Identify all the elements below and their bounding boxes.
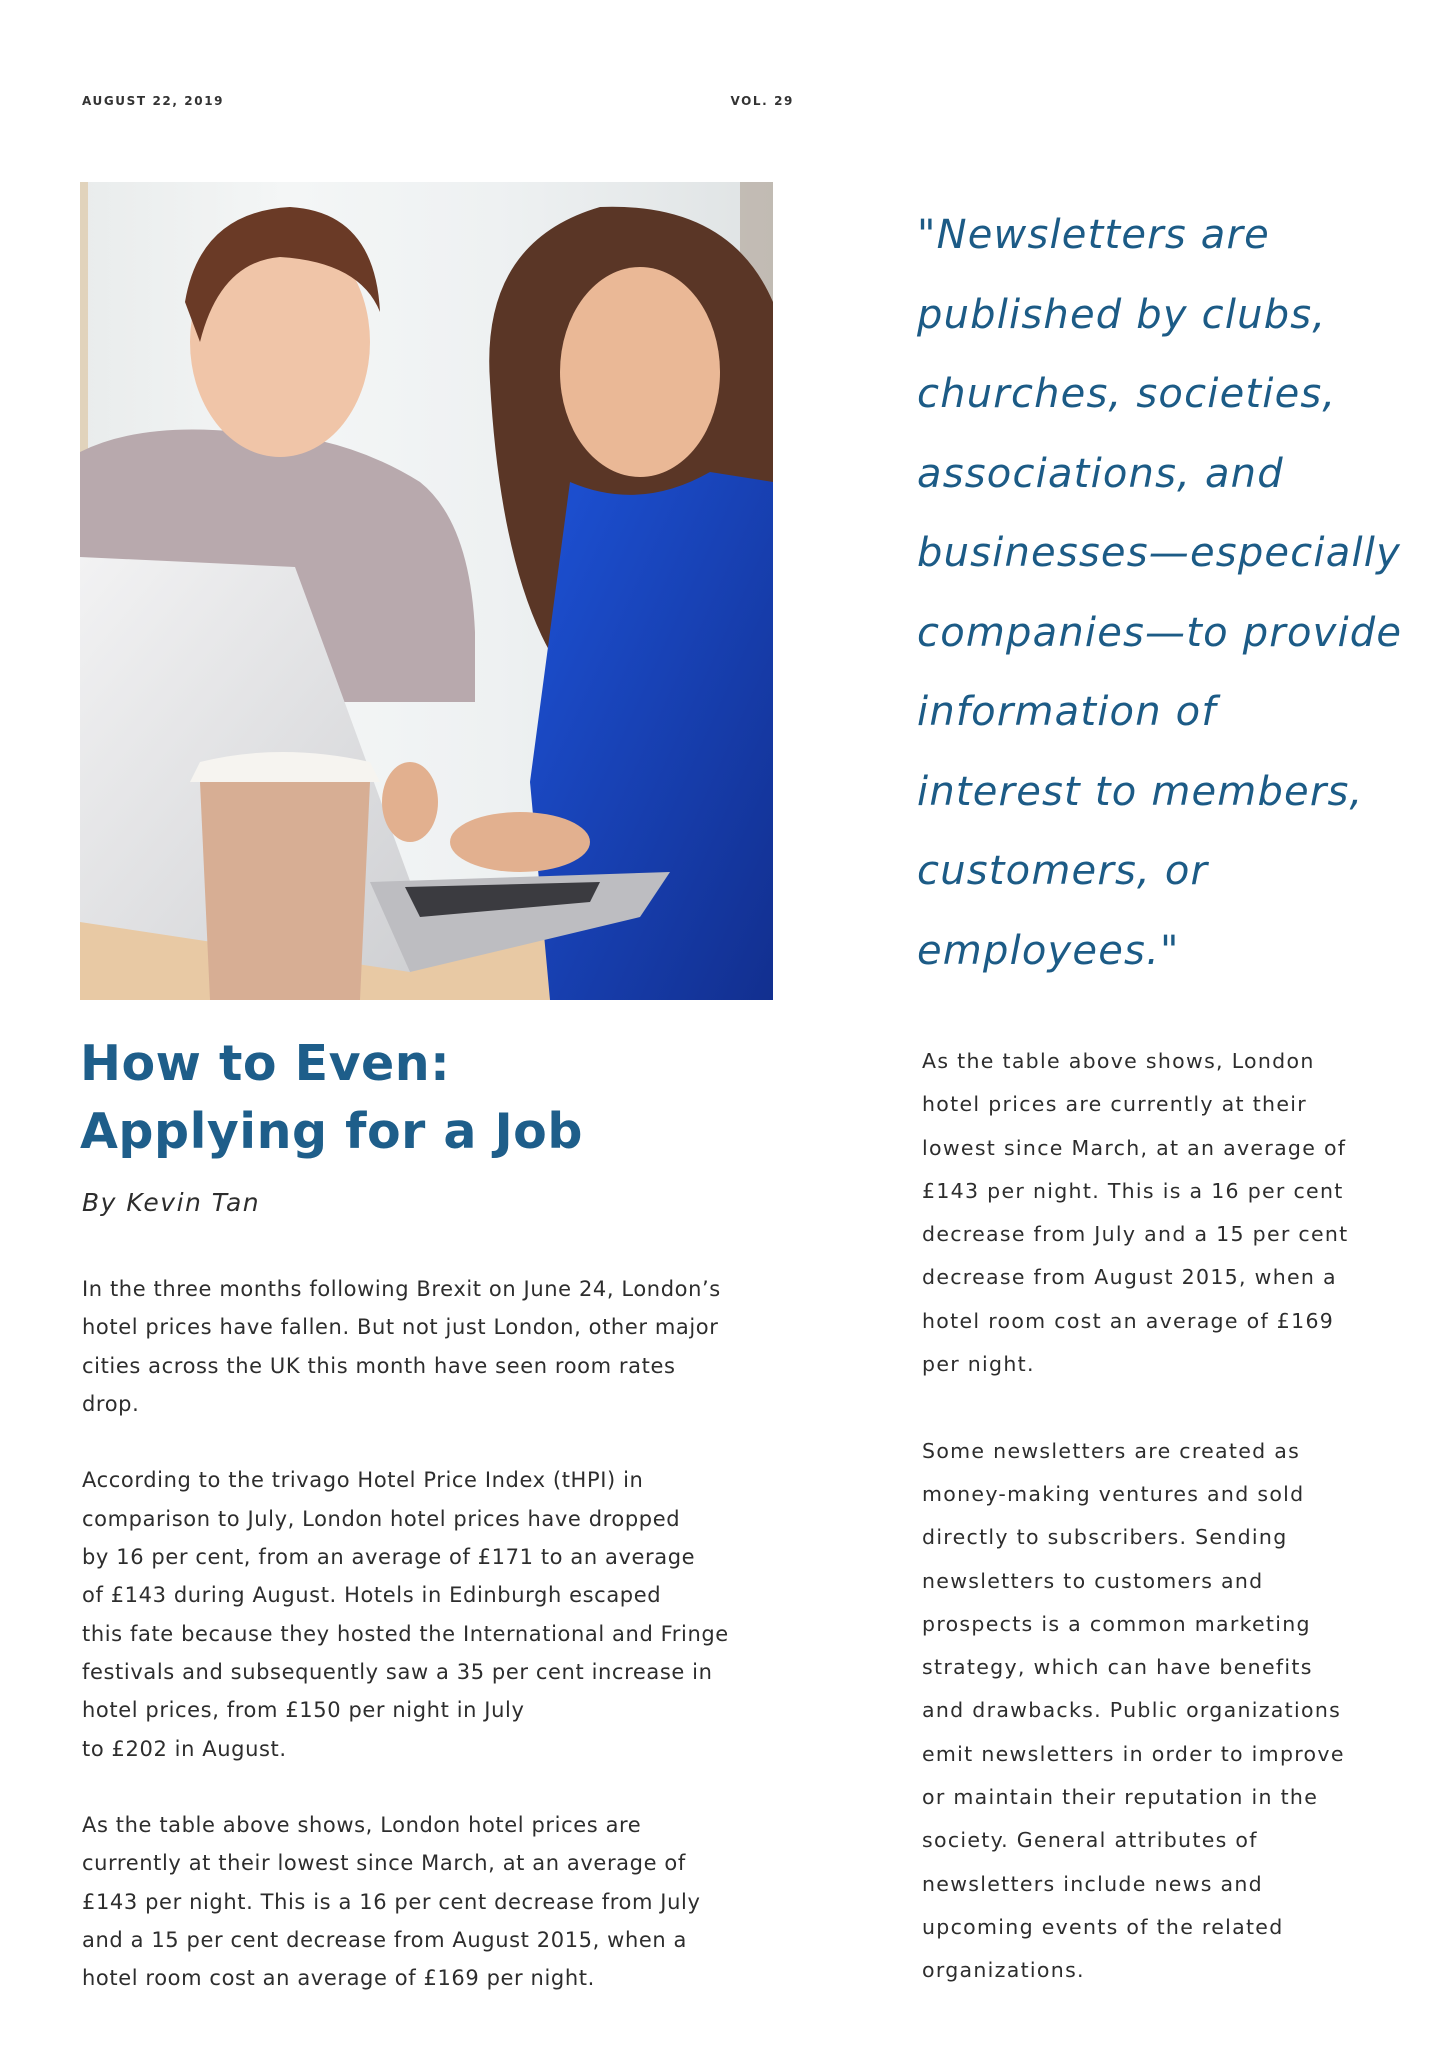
- text-line: decrease from August 2015, when a: [922, 1265, 1337, 1290]
- text-line: £143 per night. This is a 16 per cent: [922, 1178, 1344, 1203]
- text-line: hotel prices have fallen. But not just London, other major: [82, 1315, 719, 1340]
- text-line: Some newsletters are created as: [922, 1438, 1301, 1463]
- article-title: [80, 1030, 583, 1166]
- text-line: cities across the UK this month have seen room rates: [82, 1353, 676, 1378]
- text-line: money-making ventures and sold: [922, 1481, 1305, 1506]
- text-line: or maintain their reputation in the: [922, 1785, 1319, 1810]
- article-title-line: How to Even:: [80, 1035, 451, 1092]
- text-line: As the table above shows, London hotel prices are: [82, 1813, 642, 1838]
- article-body: [82, 1270, 802, 2036]
- text-line: emit newsletters in order to improve: [922, 1741, 1345, 1766]
- text-line: and a 15 per cent decrease from August 2015, when a: [82, 1928, 688, 1953]
- pull-quote-line: interest to members,: [917, 768, 1364, 815]
- article-paragraph: [82, 1270, 802, 1423]
- text-line: decrease from July and a 15 per cent: [922, 1222, 1349, 1247]
- pull-quote-line: published by clubs,: [917, 291, 1327, 338]
- pull-quote: [917, 196, 1417, 991]
- article-paragraph: [82, 1806, 802, 1997]
- text-line: festivals and subsequently saw a 35 per cent increase in: [82, 1659, 713, 1684]
- text-line: comparison to July, London hotel prices have dropped: [82, 1506, 681, 1531]
- text-line: As the table above shows, London: [922, 1049, 1315, 1073]
- text-line: According to the trivago Hotel Price Index (tHPI) in: [82, 1468, 644, 1493]
- text-line: to £202 in August.: [82, 1736, 287, 1761]
- pull-quote-line: associations, and: [917, 450, 1284, 497]
- text-line: upcoming events of the related: [922, 1914, 1284, 1939]
- text-line: society. General attributes of: [922, 1828, 1258, 1853]
- text-line: drop.: [82, 1391, 140, 1416]
- text-line: hotel prices, from £150 per night in July: [82, 1698, 525, 1723]
- pull-quote-line: companies—to provide: [917, 609, 1403, 656]
- hero-photo: [80, 182, 773, 1000]
- pull-quote-line: information of: [917, 689, 1217, 735]
- text-line: prospects is a common marketing: [922, 1611, 1311, 1636]
- byline: By Kevin Tan: [82, 1188, 261, 1217]
- text-line: hotel room cost an average of £169: [922, 1308, 1335, 1333]
- photo-two-students-laptop-icon: [80, 182, 773, 1000]
- text-line: directly to subscribers. Sending: [922, 1525, 1288, 1550]
- sidebar-body: [922, 1040, 1402, 2036]
- sidebar-paragraph: [922, 1430, 1402, 1993]
- text-line: In the three months following Brexit on June 24, London’s: [82, 1277, 721, 1301]
- text-line: by 16 per cent, from an average of £171 to an average: [82, 1545, 696, 1570]
- text-line: £143 per night. This is a 16 per cent decrease from July: [82, 1889, 701, 1914]
- article-title-line: Applying for a Job: [80, 1103, 583, 1160]
- text-line: newsletters include news and: [922, 1871, 1263, 1896]
- text-line: this fate because they hosted the International and Fringe: [82, 1621, 729, 1646]
- text-line: currently at their lowest since March, at an average of: [82, 1851, 686, 1876]
- text-line: hotel prices are currently at their: [922, 1092, 1307, 1117]
- sidebar-paragraph: [922, 1040, 1402, 1386]
- text-line: newsletters to customers and: [922, 1568, 1264, 1593]
- pull-quote-line: businesses—especially: [917, 530, 1401, 576]
- volume-number: VOL. 29: [730, 94, 794, 108]
- pull-quote-line: employees.": [917, 927, 1180, 974]
- pull-quote-line: "Newsletters are: [917, 212, 1270, 258]
- text-line: per night.: [922, 1352, 1035, 1377]
- text-line: organizations.: [922, 1958, 1085, 1983]
- article-paragraph: [82, 1461, 802, 1767]
- text-line: hotel room cost an average of £169 per night.: [82, 1966, 595, 1991]
- text-line: and drawbacks. Public organizations: [922, 1698, 1342, 1723]
- text-line: of £143 during August. Hotels in Edinburgh escaped: [82, 1583, 662, 1608]
- issue-date: AUGUST 22, 2019: [82, 94, 225, 108]
- text-line: strategy, which can have benefits: [922, 1655, 1313, 1680]
- pull-quote-line: customers, or: [917, 848, 1209, 894]
- masthead: [82, 94, 794, 114]
- pull-quote-line: churches, societies,: [917, 371, 1337, 417]
- text-line: lowest since March, at an average of: [922, 1135, 1347, 1160]
